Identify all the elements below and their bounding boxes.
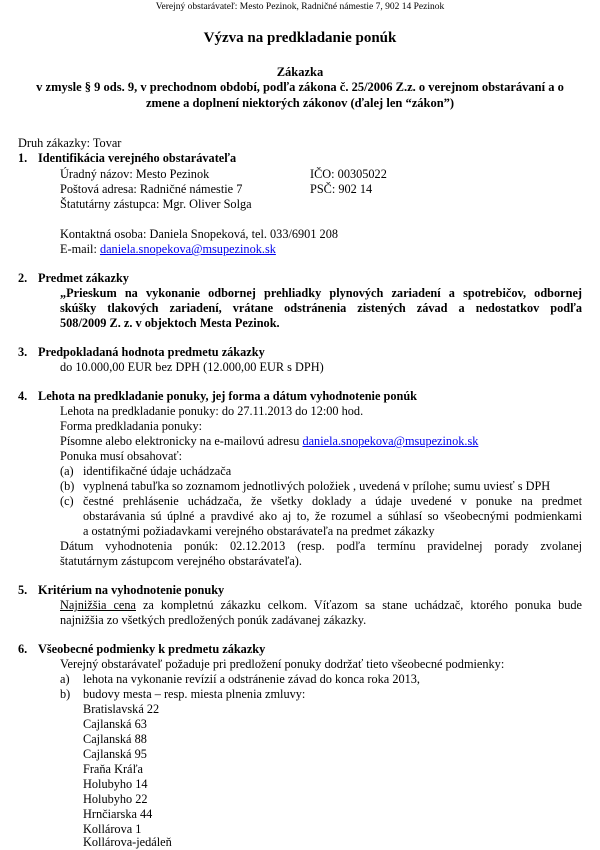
submission-email-link[interactable]: daniela.snopekova@msupezinok.sk [302, 434, 479, 448]
list-item: vyplnená tabuľka so zoznamom jednotlivých položiek , uvedená v prílohe; sumu uviesť s DPH [83, 479, 551, 493]
estimated-value: do 10.000,00 EUR bez DPH (12.000,00 EUR s DPH) [60, 360, 324, 374]
place-item: Cajlanská 63 [83, 717, 147, 731]
ico: IČO: 00305022 [310, 167, 387, 181]
list-item: lehota na vykonanie revízií a odstránenie závad do konca roka 2013, [83, 672, 421, 686]
submission-form: Forma predkladania ponuky: [60, 419, 203, 433]
document-subtitle: Zákazka [276, 65, 324, 79]
page-header: Verejný obstarávateľ: Mesto Pezinok, Radničné námestie 7, 902 14 Pezinok [155, 2, 445, 12]
section-number: 4. [18, 389, 28, 403]
list-marker: b) [60, 687, 71, 701]
criterion-lowest-price: Najnižšia cena [60, 598, 136, 612]
place-item: Holubyho 22 [83, 792, 148, 806]
section-title: Identifikácia verejného obstarávateľa [38, 151, 237, 165]
place-item: Bratislavská 22 [83, 702, 160, 716]
deadline: Lehota na predkladanie ponuky: do 27.11.2013 do 12:00 hod. [60, 404, 364, 418]
list-marker: (b) [60, 479, 75, 493]
place-item: Hrnčiarska 44 [83, 807, 153, 821]
section-title: Kritérium na vyhodnotenie ponuky [38, 583, 225, 597]
offer-contents-label: Ponuka musí obsahovať: [60, 449, 183, 463]
section-title: Predmet zákazky [38, 271, 129, 285]
document-title: Výzva na predkladanie ponúk [203, 30, 397, 46]
list-item: identifikačné údaje uchádzača [83, 464, 232, 478]
section-number: 2. [18, 271, 28, 285]
section-number: 6. [18, 642, 28, 656]
intro-paragraph: v zmysle § 9 ods. 9, v prechodnom období, podľa zákona č. 25/2006 Z.z. o verejnom obstarávaní a o zmene a doplnení niektorých zákonov (ďalej len “zákon”) [36, 80, 564, 110]
place-item: Cajlanská 88 [83, 732, 147, 746]
postal-address: Poštová adresa: Radničné námestie 7 [60, 182, 243, 196]
criterion-line-continued: najnižšia zo všetkých predložených ponúk zadávanej zákazky. [60, 613, 367, 627]
section-title: Predpokladaná hodnota predmetu zákazky [38, 345, 265, 359]
statutory-representative: Štatutárny zástupca: Mgr. Oliver Solga [60, 197, 252, 211]
place-item: Holubyho 14 [83, 777, 148, 791]
criterion-line [60, 598, 582, 613]
evaluation-date: Dátum vyhodnotenia ponúk: 02.12.2013 (resp. podľa termínu pravidelnej porady zvolanej [60, 539, 582, 553]
contract-type: Druh zákazky: Tovar [18, 136, 122, 150]
section-number: 3. [18, 345, 28, 359]
subject-line: „Prieskum na vykonanie odbornej prehliadky plynových zariadení a spotrebičov, odbornej [60, 286, 582, 300]
section-number: 5. [18, 583, 28, 597]
email-link[interactable]: daniela.snopekova@msupezinok.sk [99, 242, 276, 256]
place-item: Fraňa Kráľa [83, 762, 143, 776]
section-number: 1. [18, 151, 28, 165]
email-label: E-mail: [60, 242, 100, 256]
place-item: Cajlanská 95 [83, 747, 147, 761]
section-title: Lehota na predkladanie ponuky, jej forma a dátum vyhodnotenie ponúk [38, 389, 418, 403]
subject-line: skúšky tlakových zariadení, vrátane odstránenia zistených závad a nedostatkov podľa [60, 301, 582, 315]
conditions-intro: Verejný obstarávateľ požaduje pri predložení ponuky dodržať tieto všeobecné podmienky: [60, 657, 505, 671]
list-item: čestné prehlásenie uchádzača, že všetky doklady a údaje uvedené v ponuke na predmet [83, 494, 582, 508]
subject-line: 508/2009 Z. z. v objektoch Mesta Pezinok. [60, 316, 280, 330]
list-marker: (a) [60, 464, 74, 478]
postal-code: PSČ: 902 14 [310, 182, 373, 196]
list-marker: a) [60, 672, 70, 686]
contact-person: Kontaktná osoba: Daniela Snopeková, tel. 033/6901 208 [60, 227, 338, 241]
submission-email-line [60, 434, 478, 449]
list-item-continued: a ostatnými požiadavkami verejného obstarávateľa na predmet zákazky [83, 524, 435, 538]
submission-text: Písomne alebo elektronicky na e-mailovú adresu [60, 434, 303, 448]
evaluation-date-continued: štatutárnym zástupcom verejného obstarávateľa). [60, 554, 302, 568]
place-item: Kollárova 1 [83, 822, 142, 836]
email-line [60, 242, 276, 257]
criterion-text: za kompletnú zákazku celkom. Víťazom sa stane uchádzač, ktorého ponuka bude [135, 598, 582, 612]
section-title: Všeobecné podmienky k predmetu zákazky [38, 642, 266, 656]
list-item: budovy mesta – resp. miesta plnenia zmluvy: [83, 687, 306, 701]
list-marker: (c) [60, 494, 74, 508]
official-name: Úradný názov: Mesto Pezinok [60, 167, 210, 181]
list-item-continued: obstarávania sú úplné a pravdivé ako aj to, že rozumel a súhlasí so všeobecnými podmienkami [83, 509, 582, 523]
place-item: Kollárova-jedáleň [83, 835, 172, 849]
